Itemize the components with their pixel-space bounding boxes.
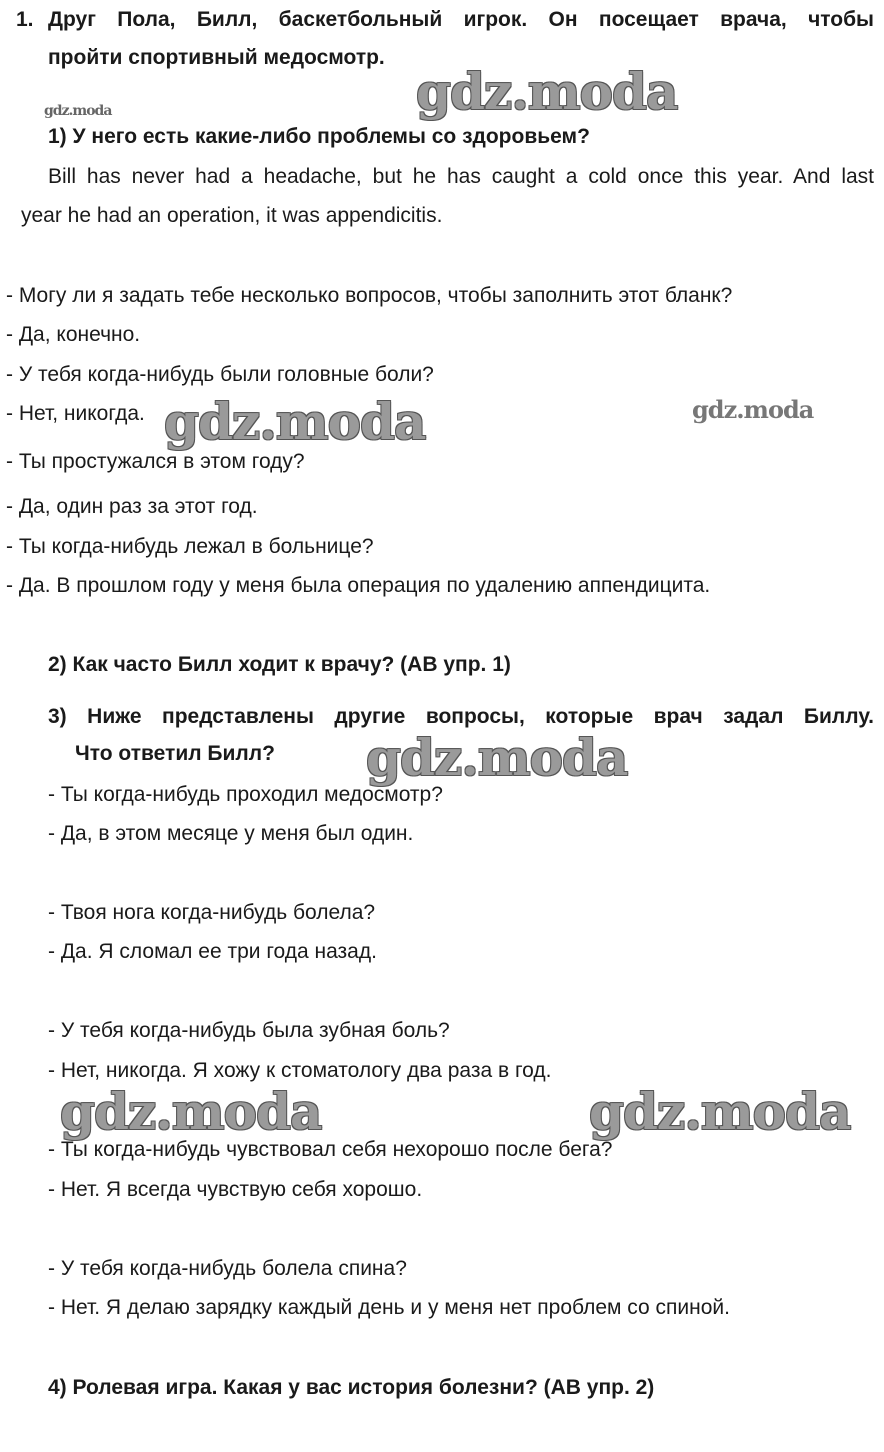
dialogue-line: - Да, конечно. bbox=[6, 323, 141, 346]
dialogue-line: - Нет. Я делаю зарядку каждый день и у меня нет проблем со спиной. bbox=[48, 1296, 730, 1319]
dialogue-line: - Да. В прошлом году у меня была операция по удалению аппендицита. bbox=[6, 574, 711, 597]
dialogue-line: - У тебя когда-нибудь были головные боли? bbox=[6, 363, 434, 386]
dialogue-line: - Да, один раз за этот год. bbox=[6, 495, 258, 518]
dialogue-line: - Нет. Я всегда чувствую себя хорошо. bbox=[48, 1178, 423, 1201]
question-2-heading: 2) Как часто Билл ходит к врачу? (АВ упр. 1) bbox=[48, 653, 511, 676]
dialogue-line: - Могу ли я задать тебе несколько вопросов, чтобы заполнить этот бланк? bbox=[6, 284, 733, 307]
watermark: gdz.moda bbox=[366, 728, 628, 787]
question-3-heading-line2: Что ответил Билл? bbox=[75, 742, 275, 765]
question-1-heading: 1) У него есть какие-либо проблемы со здоровьем? bbox=[48, 125, 590, 148]
watermark: gdz.moda bbox=[60, 1082, 322, 1141]
task-title-line1: Друг Пола, Билл, баскетбольный игрок. Он посещает врача, чтобы bbox=[48, 8, 874, 31]
dialogue-line: - Да, в этом месяце у меня был один. bbox=[48, 822, 414, 845]
dialogue-line: - Ты когда-нибудь чувствовал себя нехорошо после бега? bbox=[48, 1138, 613, 1161]
dialogue-line: - Ты когда-нибудь проходил медосмотр? bbox=[48, 783, 443, 806]
watermark: gdz.moda bbox=[692, 395, 814, 424]
question-1-answer-line2: year he had an operation, it was appendicitis. bbox=[21, 204, 443, 227]
task-title-line2: пройти спортивный медосмотр. bbox=[48, 46, 385, 69]
watermark: gdz.moda bbox=[416, 62, 678, 121]
dialogue-line: - У тебя когда-нибудь была зубная боль? bbox=[48, 1019, 450, 1042]
watermark: gdz.moda bbox=[164, 392, 426, 451]
dialogue-line: - Твоя нога когда-нибудь болела? bbox=[48, 901, 376, 924]
dialogue-line: - Да. Я сломал ее три года назад. bbox=[48, 940, 377, 963]
dialogue-line: - Ты простужался в этом году? bbox=[6, 450, 305, 473]
question-3-heading-line1: 3) Ниже представлены другие вопросы, которые врач задал Биллу. bbox=[48, 705, 874, 728]
task-number: 1. bbox=[16, 8, 34, 31]
watermark: gdz.moda bbox=[589, 1082, 851, 1141]
watermark-small: gdz.moda bbox=[44, 103, 112, 119]
question-4-heading: 4) Ролевая игра. Какая у вас история болезни? (АВ упр. 2) bbox=[48, 1376, 655, 1399]
dialogue-line: - Нет, никогда. Я хожу к стоматологу два раза в год. bbox=[48, 1059, 552, 1082]
question-1-answer-line1: Bill has never had a headache, but he has caught a cold once this year. And last bbox=[48, 165, 874, 188]
dialogue-line: - Ты когда-нибудь лежал в больнице? bbox=[6, 535, 374, 558]
dialogue-line: - Нет, никогда. bbox=[6, 402, 145, 425]
dialogue-line: - У тебя когда-нибудь болела спина? bbox=[48, 1257, 407, 1280]
